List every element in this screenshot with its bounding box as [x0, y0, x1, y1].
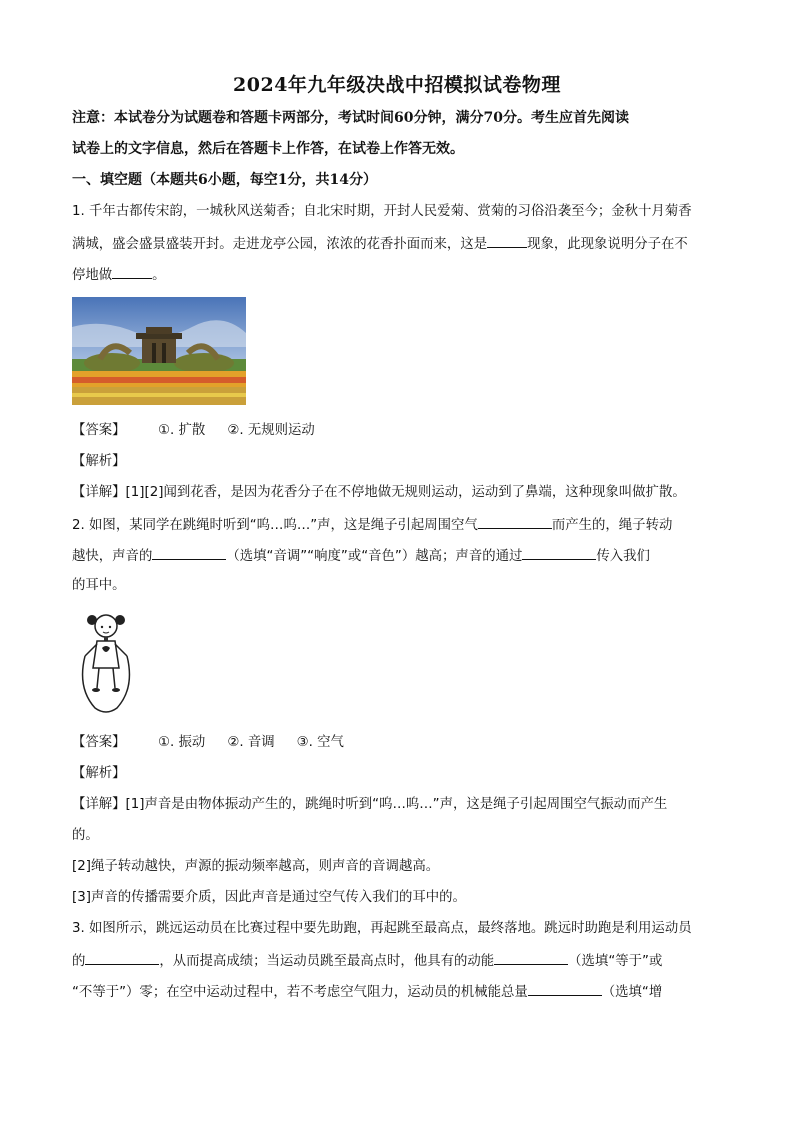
answer-line — [72, 733, 722, 753]
detail-text: 【详解】[1][2]闻到花香，是因为花香分子在不停地做无规则运动，运动到了鼻端，这种现象叫做扩散。 — [72, 485, 686, 500]
answer-label: 【答案】 — [72, 735, 126, 750]
answer-blank — [85, 950, 159, 965]
answer-blank — [152, 545, 226, 560]
answer-line — [72, 421, 722, 441]
answer-blank — [494, 950, 568, 965]
analysis-label: 【解析】 — [72, 454, 126, 469]
page-title: 2024年九年级决战中招模拟试卷物理 — [233, 74, 561, 96]
answer-item: ①. 振动 — [158, 735, 206, 750]
section-heading: 一、填空题（本题共6小题，每空1分，共14分） — [72, 172, 377, 188]
notice-line: 注意：本试卷分为试题卷和答题卡两部分，考试时间60分钟，满分70分。考生应首先阅读 — [72, 110, 629, 126]
answer-blank — [478, 514, 552, 529]
answer-blank — [487, 233, 527, 248]
question-2-text: 2. 如图，某同学在跳绳时听到“呜…呜…”声，这是绳子引起周围空气 而产生的，绳子转动 — [72, 514, 722, 536]
answer-blank — [528, 981, 602, 996]
question-2-text: 越快，声音的 （选填“音调”“响度”或“音色”）越高；声音的通过 传入我们 — [72, 545, 722, 567]
question-1-text: 满城，盛会盛景盛装开封。走进龙亭公园，浓浓的花香扑面而来，这是 现象，此现象说明分子在不 — [72, 233, 722, 255]
answer-item: ②. 音调 — [227, 735, 275, 750]
detail-text: [3]声音的传播需要介质，因此声音是通过空气传入我们的耳中的。 — [72, 890, 466, 905]
detail-text: 【详解】[1]声音是由物体振动产生的，跳绳时听到“呜…呜…”声，这是绳子引起周围空气振动而产生 — [72, 797, 668, 812]
answer-blank — [112, 264, 152, 279]
answer-label: 【答案】 — [72, 423, 126, 438]
question-3-text: “不等于”）零；在空中运动过程中，若不考虑空气阻力，运动员的机械能总量 （选填“增 — [72, 981, 722, 1003]
jump-rope-girl-figure — [75, 608, 137, 718]
question-3-text: 3. 如图所示，跳远运动员在比赛过程中要先助跑，再起跳至最高点，最终落地。跳远时助跑是利用运动员 — [72, 921, 692, 936]
detail-text: [2]绳子转动越快，声源的振动频率越高，则声音的音调越高。 — [72, 859, 440, 874]
answer-item: ③. 空气 — [296, 735, 344, 750]
question-2-text: 的耳中。 — [72, 578, 126, 593]
answer-item: ②. 无规则运动 — [227, 423, 315, 438]
notice-line: 试卷上的文字信息，然后在答题卡上作答，在试卷上作答无效。 — [72, 141, 464, 157]
question-1-text: 1. 千年古都传宋韵，一城秋风送菊香；自北宋时期，开封人民爱菊、赏菊的习俗沿袭至今；金秋十月菊香 — [72, 204, 692, 219]
answer-item: ①. 扩散 — [158, 423, 206, 438]
analysis-label: 【解析】 — [72, 766, 126, 781]
detail-text: 的。 — [72, 828, 99, 843]
chrysanthemum-park-photo — [72, 297, 246, 405]
answer-blank — [522, 545, 596, 560]
question-3-text: 的 ，从而提高成绩；当运动员跳至最高点时，他具有的动能 （选填“等于”或 — [72, 950, 722, 972]
question-1-text: 停地做 。 — [72, 264, 722, 286]
